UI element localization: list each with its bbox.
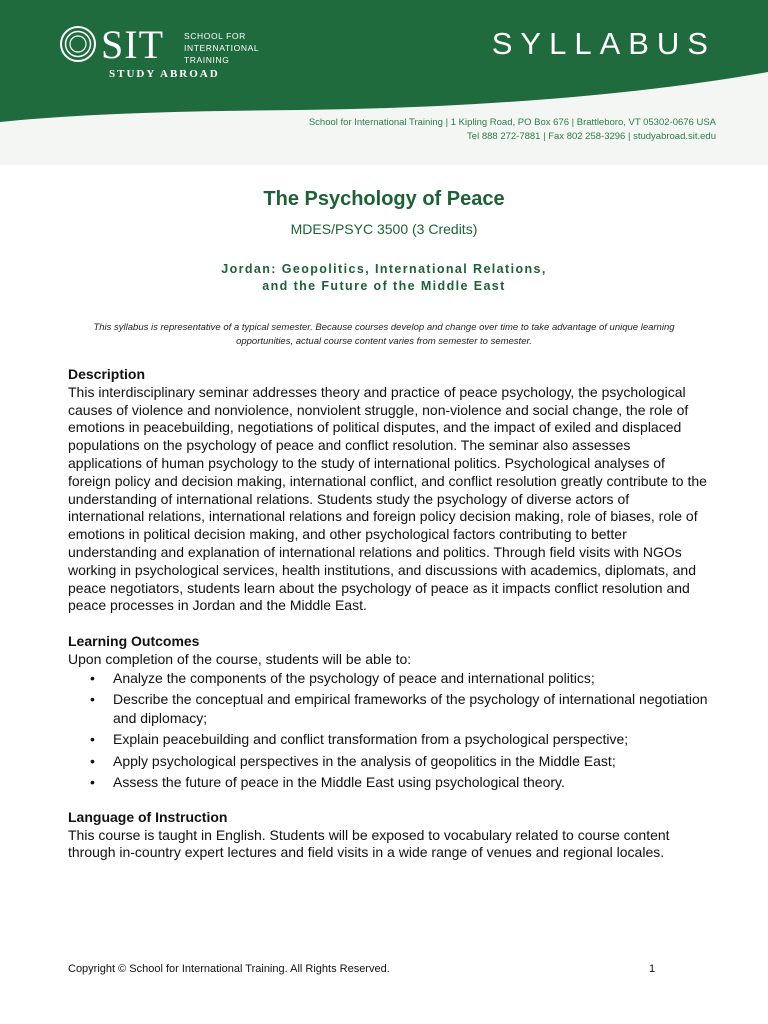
learning-outcomes-intro: Upon completion of the course, students will be able to: (68, 650, 412, 667)
page-header (0, 0, 768, 165)
address-line: School for International Training | 1 Kipling Road, PO Box 676 | Brattleboro, VT 05302-0676 USA (308, 117, 716, 128)
language-heading: Language of Instruction (68, 808, 228, 825)
program-name (0, 261, 768, 295)
list-item: • Apply psychological perspectives in the analysis of geopolitics in the Middle East; (113, 752, 708, 771)
course-code: MDES/PSYC 3500 (3 Credits) (290, 221, 478, 237)
description-text: This interdisciplinary seminar addresses theory and practice of peace psychology, the psychological causes of violence and nonviolence, nonviolent struggle, non-violence and social change, the role of emotions in peacebuilding, negotiations of political disputes, and the impact of exiled and displaced populations on the psychology of peace and conflict resolution. The seminar also assesses applications of human psychology to the study of international politics. Psychological analyses of foreign policy and decision making, international conflict, and conflict resolution greatly contribute to the understanding of international relations. Students study the psychology of diverse actors of international relations, international relations and foreign policy decision making, role of biases, role of emotions in political decision making, and other psychological factors contributing to better understanding and explanation of international relations and politics. Through field visits with NGOs working in psychological services, health institutions, and discussions with academics, diplomats, and peace negotiators, students learn about the psychology of peace as it impacts conflict resolution and peace processes in Jordan and the Middle East. (68, 383, 707, 614)
list-item: • Explain peacebuilding and conflict transformation from a psychological perspective; (113, 730, 708, 749)
logo-school-name (184, 30, 274, 66)
language-text: This course is taught in English. Students will be exposed to vocabulary related to course content through in-country expert lectures and field visits in a wide range of venues and regional locales. (68, 826, 670, 861)
logo-wordmark: SIT (101, 22, 164, 67)
document-type: SYLLABUS (491, 26, 716, 61)
syllabus-disclaimer: This syllabus is representative of a typical semester. Because courses develop and change over time to take advantage of unique learning opportunities, actual course content varies from semester to semester. (93, 322, 675, 347)
logo-school-line: SCHOOL FOR (184, 31, 246, 41)
contact-line: Tel 888 272-7881 | Fax 802 258-3296 | studyabroad.sit.edu (467, 131, 716, 142)
list-item: • Describe the conceptual and empirical frameworks of the psychology of international negotiation and diplomacy; (113, 690, 708, 727)
logo-school-line: TRAINING (184, 55, 230, 65)
list-item: • Analyze the components of the psychology of peace and international politics; (113, 669, 708, 688)
logo-school-line: INTERNATIONAL (184, 43, 260, 53)
program-name-line: and the Future of the Middle East (262, 279, 506, 293)
program-name-line: Jordan: Geopolitics, International Relations, (221, 262, 547, 276)
description-heading: Description (68, 366, 146, 382)
learning-outcomes-list (68, 669, 708, 792)
sit-logo-icon (58, 24, 98, 64)
course-title: The Psychology of Peace (263, 188, 505, 210)
copyright-notice: Copyright © School for International Training. All Rights Reserved. (68, 963, 390, 975)
page-number: 1 (649, 963, 656, 975)
logo-study-abroad: STUDY ABROAD (109, 68, 220, 80)
syllabus-body (68, 366, 708, 862)
learning-outcomes-heading: Learning Outcomes (68, 633, 200, 650)
list-item: • Assess the future of peace in the Middle East using psychological theory. (113, 773, 708, 792)
